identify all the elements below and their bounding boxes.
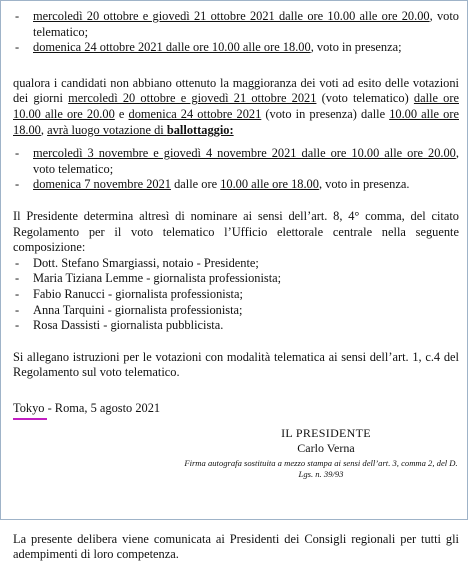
president-paragraph: Il Presidente determina altresì di nominare ai sensi dell’art. 8, 4° comma, del citato Regolamento per il voto telematico l’Ufficio elettorale centrale nella seguente composizione: <box>13 208 459 255</box>
date-range: domenica 24 ottobre 2021 dalle ore 10.00 alle ore 18.00 <box>33 40 311 55</box>
signature-title: IL PRESIDENTE <box>281 426 371 441</box>
date-range: mercoledì 20 ottobre e giovedì 21 ottobre 2021 dalle ore 10.00 alle ore 20.00 <box>33 9 430 23</box>
member-item: - Maria Tiziana Lemme - giornalista professionista; <box>13 271 459 287</box>
list-item <box>13 40 459 56</box>
attachment-paragraph: Si allegano istruzioni per le votazioni con modalità telematica ai sensi dell’art. 1, c.4 del Regolamento sul voto telematico. <box>13 349 459 380</box>
ballot-paragraph: qualora i candidati non abbiano ottenuto la maggioranza dei voti ad esito delle votazioni dei giorni mercoledì 20 ottobre e giovedì 21 ottobre 2021 (voto telematico) dalle ore 10.00 alle ore 20.00 e domenica 24 ottobre 2021 (voto in presenza) dalle 10.00 alle ore 18.00, avrà luogo votazione di ballottaggio: <box>13 75 459 137</box>
signature-note: Firma autografa sostituita a mezzo stampa ai sensi dell’art. 3, comma 2, del D. Lgs. n. 39/93 <box>184 457 458 479</box>
member-item: - Fabio Ranucci - giornalista professionista; <box>13 287 459 303</box>
member-item: - Dott. Stefano Smargiassi, notaio - Presidente; <box>13 256 459 272</box>
member-item: - Rosa Dassisti - giornalista pubblicista. <box>13 318 459 334</box>
place-date-rest: - Roma, 5 agosto 2021 <box>44 400 161 415</box>
first-round-dates <box>13 9 459 56</box>
ballottaggio-label: ballottaggio: <box>166 122 234 137</box>
signature-name: Carlo Verna <box>297 441 355 456</box>
highlight-underline <box>13 418 47 420</box>
place-date <box>13 401 459 417</box>
list-item: - mercoledì 3 novembre e giovedì 4 novembre 2021 dalle ore 10.00 alle ore 20.00, voto telematico; <box>13 146 459 177</box>
vote-mode: , voto telematico; <box>33 9 459 39</box>
ballot-dates <box>13 146 459 193</box>
member-item: - Anna Tarquini - giornalista professionista; <box>13 303 459 319</box>
list-item: - domenica 7 novembre 2021 dalle ore 10.00 alle ore 18.00, voto in presenza. <box>13 177 459 193</box>
closing-paragraph: La presente delibera viene comunicata ai Presidenti dei Consigli regionali per tutti gli adempimenti di loro competenza. <box>13 531 459 562</box>
place-tokyo: Tokyo <box>13 400 45 415</box>
committee-members <box>13 256 459 334</box>
document-body <box>13 9 459 563</box>
signature-block <box>13 426 459 479</box>
vote-mode: , voto in presenza; <box>310 40 402 55</box>
list-item <box>13 9 459 40</box>
